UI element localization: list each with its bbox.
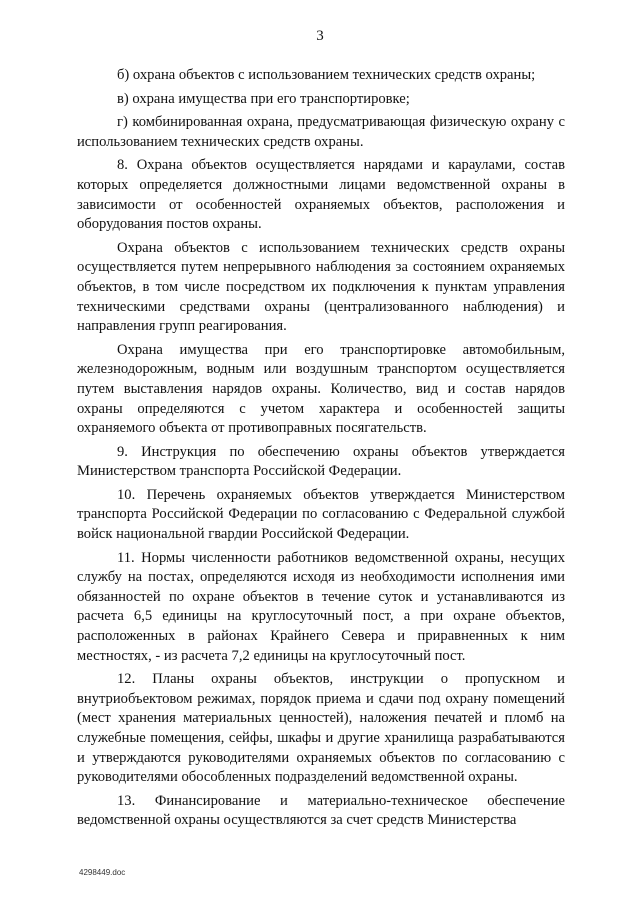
paragraph-item-b: б) охрана объектов с использованием технических средств охраны; bbox=[117, 67, 536, 83]
paragraph-item-v: в) охрана имущества при его транспортировке; bbox=[117, 90, 410, 107]
paragraph-clause-8: 8. Охрана объектов осуществляется нарядами и караулами, состав которых определяется должностными лицами ведомственной охраны в зависимости от особенностей охраняемых объектов, расположения и оборудования постов охраны. bbox=[77, 157, 565, 233]
paragraph-transport-guard: Охрана имущества при его транспортировке автомобильным, железнодорожным, водным или воздушным транспортом осуществляется путем выставления нарядов охраны. Количество, вид и состав нарядов охраны определяются с учетом характера и особенностей защиты охраняемого объекта от противоправных посягательств. bbox=[77, 341, 565, 437]
footer-file-code: 4298449.doc bbox=[79, 868, 126, 877]
paragraph-item-g: г) комбинированная охрана, предусматривающая физическую охрану с использованием технических средств охраны. bbox=[77, 114, 565, 150]
paragraph-clause-10: 10. Перечень охраняемых объектов утверждается Министерством транспорта Российской Федерации по согласованию с Федеральной службой войск национальной гвардии Российской Федерации. bbox=[77, 486, 565, 543]
document-body bbox=[77, 66, 565, 835]
paragraph-clause-13: 13. Финансирование и материально-техническое обеспечение ведомственной охраны осуществляются за счет средств Министерства bbox=[77, 792, 565, 829]
paragraph-clause-11: 11. Нормы численности работников ведомственной охраны, несущих службу на постах, определяются исходя из необходимости исполнения ими обязанностей по охране объектов в течение суток и устанавливаются из расчета 6,5 единицы на круглосуточный пост, а при охране объектов, расположенных в районах Крайнего Севера и приравненных к ним местностях, - из расчета 7,2 единицы на круглосуточный пост. bbox=[77, 549, 565, 664]
paragraph-clause-9: 9. Инструкция по обеспечению охраны объектов утверждается Министерством транспорта Российской Федерации. bbox=[77, 443, 565, 480]
page-number: 3 bbox=[316, 28, 324, 44]
paragraph-technical-means: Охрана объектов с использованием технических средств охраны осуществляется путем непрерывного наблюдения за состоянием охраняемых объектов, в том числе посредством их подключения к пунктам управления техническими средствами охраны (централизованного наблюдения) и направления групп реагирования. bbox=[77, 239, 565, 335]
paragraph-clause-12: 12. Планы охраны объектов, инструкции о пропускном и внутриобъектовом режимах, порядок приема и сдачи под охрану помещений (мест хранения материальных ценностей), наложения печатей и пломб на служебные помещения, сейфы, шкафы и другие хранилища разрабатываются и утверждаются руководителями охраняемых объектов по согласованию с руководителями обособленных подразделений ведомственной охраны. bbox=[77, 671, 565, 786]
